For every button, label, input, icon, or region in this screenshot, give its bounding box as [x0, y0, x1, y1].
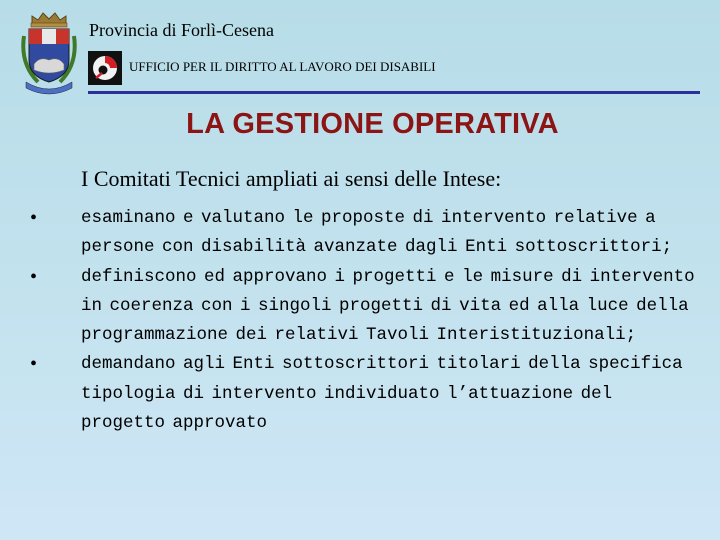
province-name: Provincia di Forlì-Cesena: [89, 20, 274, 40]
list-item: [0, 204, 720, 263]
bullet-text: esaminano e valutano le proposte di intervento relative a persone con disabilità avanzate dagli Enti sottoscrittori;: [81, 208, 673, 258]
list-item: [0, 350, 720, 438]
header-divider: [88, 91, 700, 94]
bullet-marker: •: [30, 207, 38, 229]
office-name: UFFICIO PER IL DIRITTO AL LAVORO DEI DISABILI: [129, 59, 436, 74]
bullet-list: [0, 204, 720, 438]
slide-title: LA GESTIONE OPERATIVA: [186, 108, 559, 140]
bullet-marker: •: [30, 353, 38, 376]
office-logo-icon: [88, 51, 122, 85]
bullet-text: demandano agli Enti sottoscrittori titolari della specifica tipologia di intervento individuato l’attuazione del progetto approvato: [81, 354, 683, 434]
bullet-text: definiscono ed approvano i progetti e le misure di intervento in coerenza con i singoli progetti di vita ed alla luce della programmazione dei relativi Tavoli Interistituzionali;: [81, 266, 695, 346]
intro-text: I Comitati Tecnici ampliati ai sensi delle Intese:: [81, 166, 502, 191]
bullet-marker: •: [30, 265, 38, 288]
list-item: [0, 263, 720, 351]
coat-of-arms-icon: [18, 10, 80, 96]
